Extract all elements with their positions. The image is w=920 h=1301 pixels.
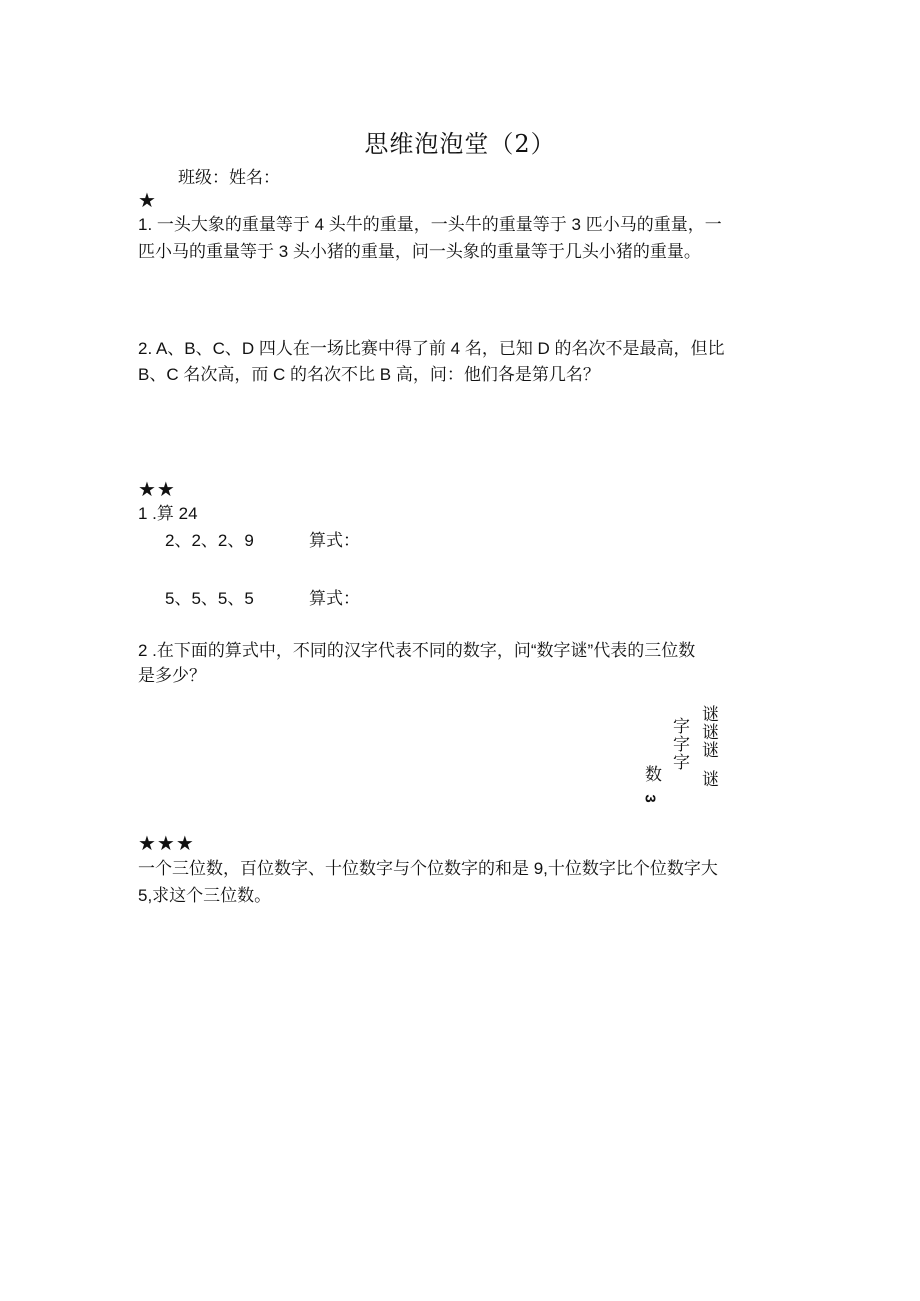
- level-one-stars: ★: [138, 190, 157, 212]
- level-two-question-1-title: 1 .算 24: [138, 504, 198, 523]
- level-one-question-1-line-2: 匹小马的重量等于 3 头小猪的重量，问一头象的重量等于几头小猪的重量。: [138, 242, 701, 261]
- puzzle-column-left: 数: [642, 765, 661, 783]
- level-two-question-2-line-1: 2 .在下面的算式中，不同的汉字代表不同的数字，问“数字谜”代表的三位数: [138, 641, 696, 660]
- level-three-line-1: 一个三位数，百位数字、十位数字与个位数字的和是 9,十位数字比个位数字大: [138, 859, 718, 878]
- level-two-question-2-line-2: 是多少？: [138, 666, 206, 685]
- page-title: 思维泡泡堂（2）: [364, 130, 556, 158]
- set-1-formula-label: 算式：: [309, 531, 360, 550]
- puzzle-column-right-last: 谜: [699, 770, 718, 788]
- puzzle-column-middle: 字字字: [670, 717, 689, 771]
- puzzle-digit-three: 3: [641, 794, 659, 803]
- level-one-question-1-line-1: 1. 一头大象的重量等于 4 头牛的重量，一头牛的重量等于 3 匹小马的重量，一: [138, 215, 722, 234]
- level-three-stars: ★★★: [138, 833, 195, 855]
- level-one-question-2-line-2: B、C 名次高，而 C 的名次不比 B 高，问：他们各是第几名？: [138, 365, 600, 384]
- level-one-question-2-line-1: 2. A、B、C、D 四人在一场比赛中得了前 4 名，已知 D 的名次不是最高，但比: [138, 339, 725, 358]
- puzzle-column-right: 谜谜谜: [699, 705, 718, 759]
- level-two-stars: ★★: [138, 479, 176, 501]
- level-three-line-2: 5,求这个三位数。: [138, 886, 272, 905]
- set-2-numbers: 5、5、5、5: [165, 589, 254, 608]
- set-2-formula-label: 算式：: [309, 589, 360, 608]
- set-1-numbers: 2、2、2、9: [165, 531, 254, 550]
- class-name-label: 班级：姓名：: [178, 168, 280, 187]
